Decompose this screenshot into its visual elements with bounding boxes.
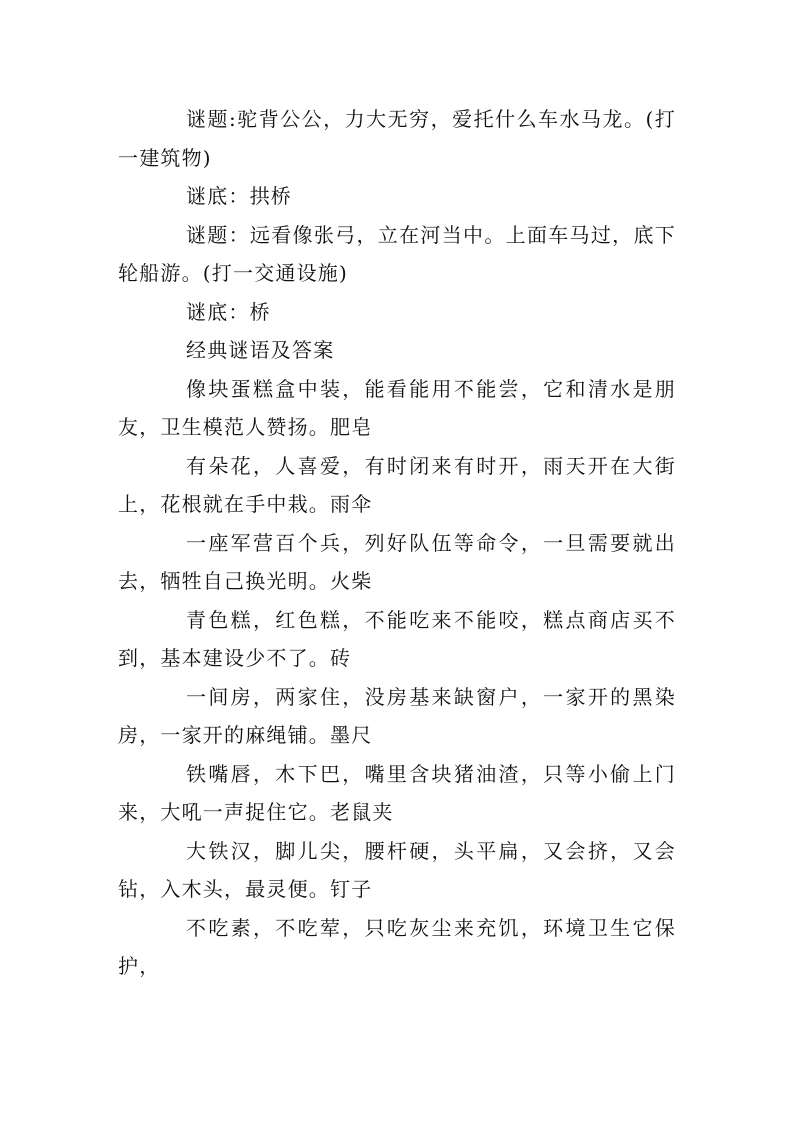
riddle-item: 像块蛋糕盒中装，能看能用不能尝，它和清水是朋友，卫生模范人赞扬。肥皂 [118, 376, 676, 439]
riddle-item: 有朵花，人喜爱，有时闭来有时开，雨天开在大街上，花根就在手中栽。雨伞 [118, 453, 676, 516]
riddle-item: 不吃素，不吃荤，只吃灰尘来充饥，环境卫生它保护， [118, 915, 676, 978]
riddle-item: 一间房，两家住，没房基来缺窗户，一家开的黑染房，一家开的麻绳铺。墨尺 [118, 684, 676, 747]
riddle-item: 铁嘴唇，木下巴，嘴里含块猪油渣，只等小偷上门来，大吼一声捉住它。老鼠夹 [118, 761, 676, 824]
riddle-item: 青色糕，红色糕，不能吃来不能咬，糕点商店买不到，基本建设少不了。砖 [118, 607, 676, 670]
riddle-question: 谜题：远看像张弓，立在河当中。上面车马过，底下轮船游。(打一交通设施) [118, 222, 676, 285]
document-page [118, 100, 676, 986]
riddle-item: 大铁汉，脚儿尖，腰杆硬，头平扁，又会挤，又会钻，入木头，最灵便。钉子 [118, 838, 676, 901]
riddle-item: 一座军营百个兵，列好队伍等命令，一旦需要就出去，牺牲自己换光明。火柴 [118, 530, 676, 593]
riddle-answer: 谜底：拱桥 [186, 184, 292, 208]
riddle-answer: 谜底：桥 [186, 299, 271, 324]
section-heading: 经典谜语及答案 [186, 338, 335, 362]
riddle-question: 谜题:驼背公公，力大无穷，爱托什么车水马龙。(打一建筑物) [118, 107, 676, 170]
